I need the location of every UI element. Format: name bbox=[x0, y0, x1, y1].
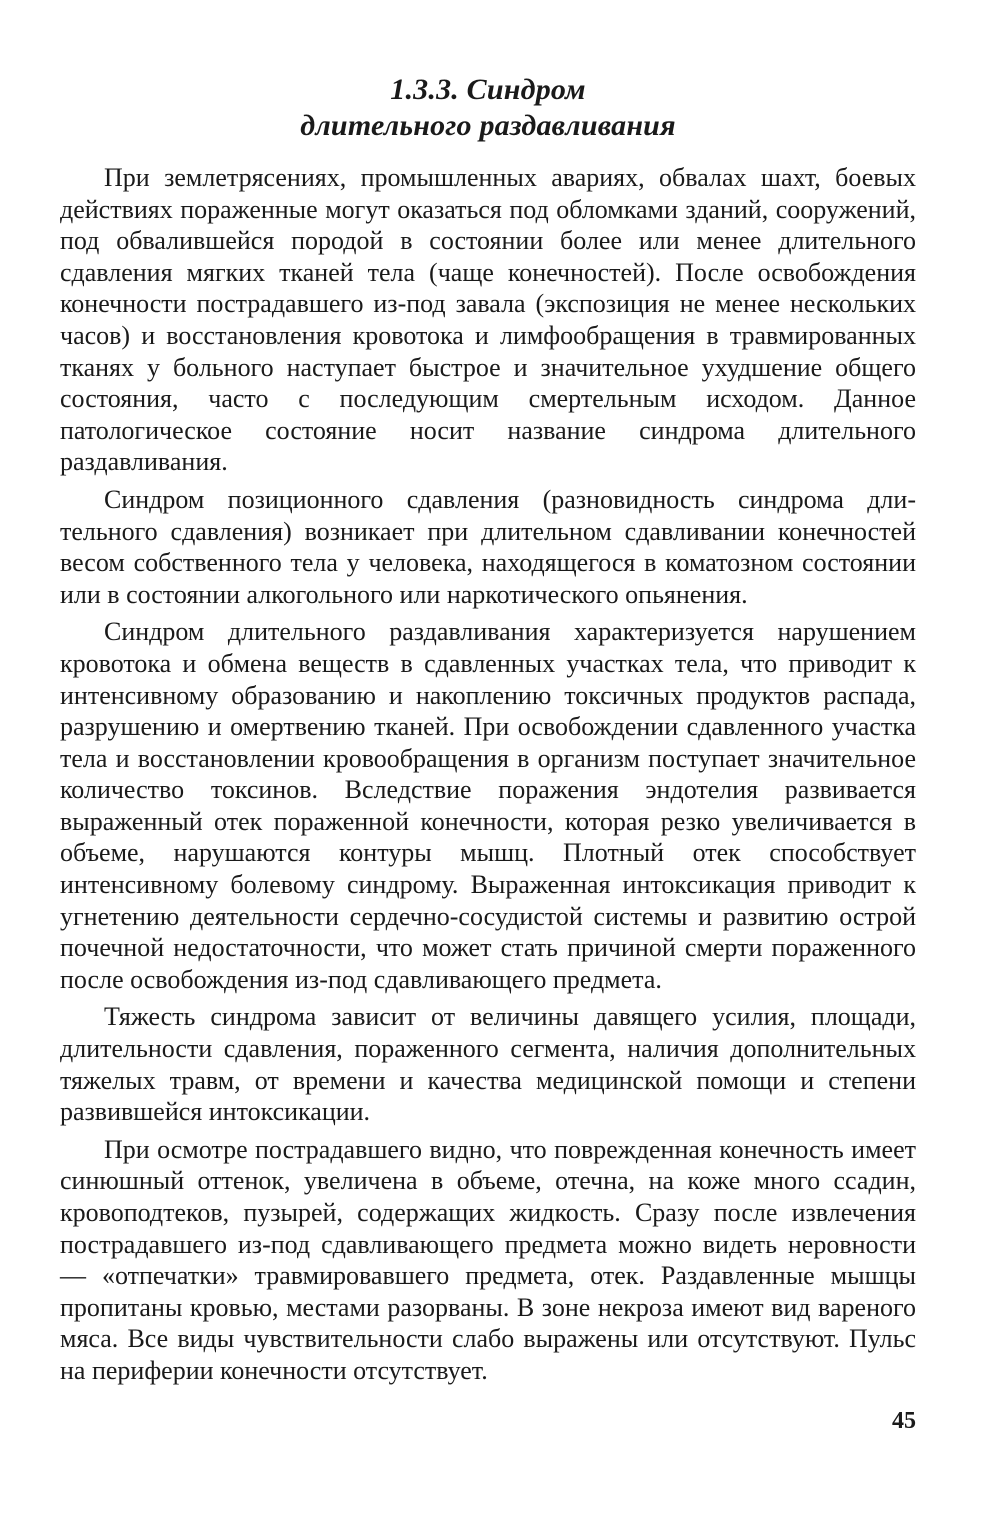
page-number: 45 bbox=[892, 1408, 916, 1434]
paragraph-1: При землетрясениях, промышленных авариях, обвалах шахт, боевых действиях пораженные могут оказаться под обломками зданий, сооружений, под обвалившейся породой в состоянии более или менее длительного сдавления мягких тканей тела (чаще конечностей). После освобождения конечности пострадавшего из-под завала (экспозиция не менее нескольких часов) и восстановления кровотока и лимфообращения в травмированных тканях у больного наступает быстрое и значительное ухудшение общего состояния, часто с последующим смертельным исходом. Данное патологическое состояние носит название синдрома длительного раздавливания. bbox=[60, 163, 916, 477]
paragraph-4: Тяжесть синдрома зависит от величины давящего усилия, площади, длительности сдавления, пораженного сегмента, наличия дополнительных тяжелых травм, от времени и качества медицинской помощи и степени развившейся интоксикации. bbox=[60, 1002, 916, 1127]
paragraph-3: Синдром длительного раздавливания характеризуется нарушением кровотока и обмена веществ в сдавленных участках тела, что приводит к интенсивному образованию и накоплению токсичных продуктов распада, разрушению и омертвению тканей. При освобождении сдавленного участка тела и восстановлении кровообращения в организм поступает значительное количество токсинов. Вследствие поражения эндотелия развивается выраженный отек пораженной конечности, которая резко увеличивается в объеме, нарушаются контуры мышц. Плотный отек способствует интенсивному болевому синдрому. Выраженная интоксикация приводит к угнетению деятельности сердечно-сосудистой системы и развитию острой почечной недостаточности, что может стать причиной смерти пораженного после освобождения из-под сдавливающего предмета. bbox=[60, 617, 916, 994]
section-title-line-2: длительного раздавливания bbox=[300, 109, 676, 142]
paragraph-5: При осмотре пострадавшего видно, что поврежденная конечность имеет синюшный оттенок, увеличена в объеме, отечна, на коже много ссадин, кровоподтеков, пузырей, содержащих жидкость. Сразу после извлечения пострадавшего из-под сдавливающего предмета можно видеть неровности — «отпечатки» травмировавшего предмета, отек. Раздавленные мышцы пропитаны кровью, местами разорваны. В зоне некроза имеют вид вареного мяса. Все виды чувствительности слабо выражены или отсутствуют. Пульс на периферии конечности отсутствует. bbox=[60, 1134, 916, 1385]
section-title bbox=[60, 72, 916, 144]
paragraph-2: Синдром позиционного сдавления (разновидность синдрома длительного сдавления) возникает при длительном сдавливании конечностей весом собственного тела у человека, находящегося в коматозном состоянии или в состоянии алкогольного или наркотического опьянения. bbox=[60, 484, 916, 609]
section-title-line-1: 1.3.3. Синдром bbox=[390, 73, 586, 106]
document-page bbox=[60, 72, 916, 1393]
